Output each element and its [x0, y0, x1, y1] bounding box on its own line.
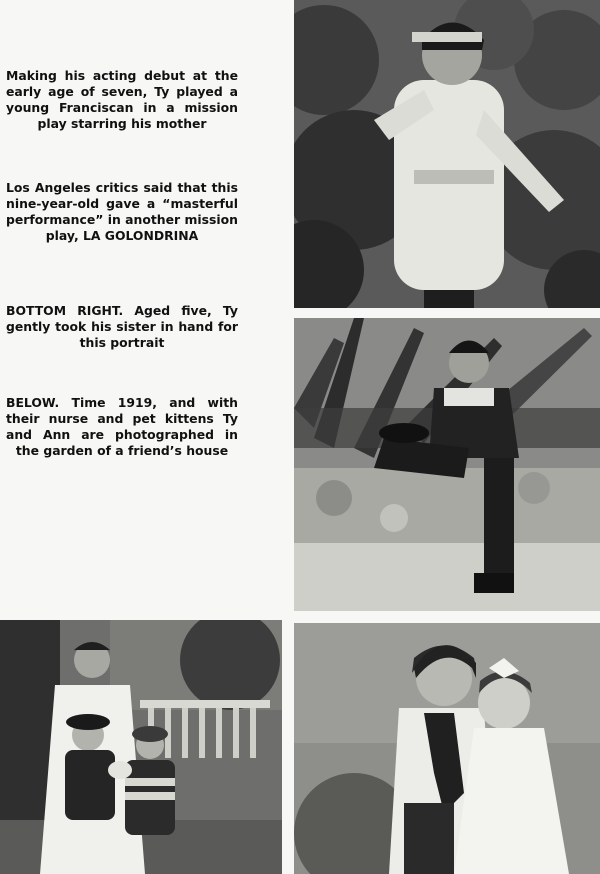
- caption-below: [6, 395, 238, 459]
- photo-ty-and-sister-image: [294, 623, 600, 874]
- photo-franciscan-boy: [294, 0, 600, 308]
- photo-nurse-and-children: [0, 620, 282, 874]
- caption-text: Los Angeles critics said that this nine-year-old gave a “masterful performance” in another mission play, LA GOLONDRINA: [6, 180, 238, 243]
- caption-text: BELOW. Time 1919, and with their nurse and pet kittens Ty and Ann are photographed in the garden of a friend’s house: [6, 395, 238, 458]
- photo-mission-play-boy: [294, 318, 600, 611]
- photo-mission-play-boy-image: [294, 318, 600, 611]
- photo-nurse-and-children-image: [0, 620, 282, 874]
- caption-text: BOTTOM RIGHT. Aged five, Ty gently took his sister in hand for this portrait: [6, 303, 238, 350]
- caption-text: Making his acting debut at the early age of seven, Ty played a young Franciscan in a mission play starring his mother: [6, 68, 238, 131]
- caption-critics: [6, 180, 238, 244]
- caption-acting-debut: [6, 68, 238, 132]
- photo-franciscan-boy-image: [294, 0, 600, 308]
- caption-bottom-right: [6, 303, 238, 351]
- photo-ty-and-sister: [294, 623, 600, 874]
